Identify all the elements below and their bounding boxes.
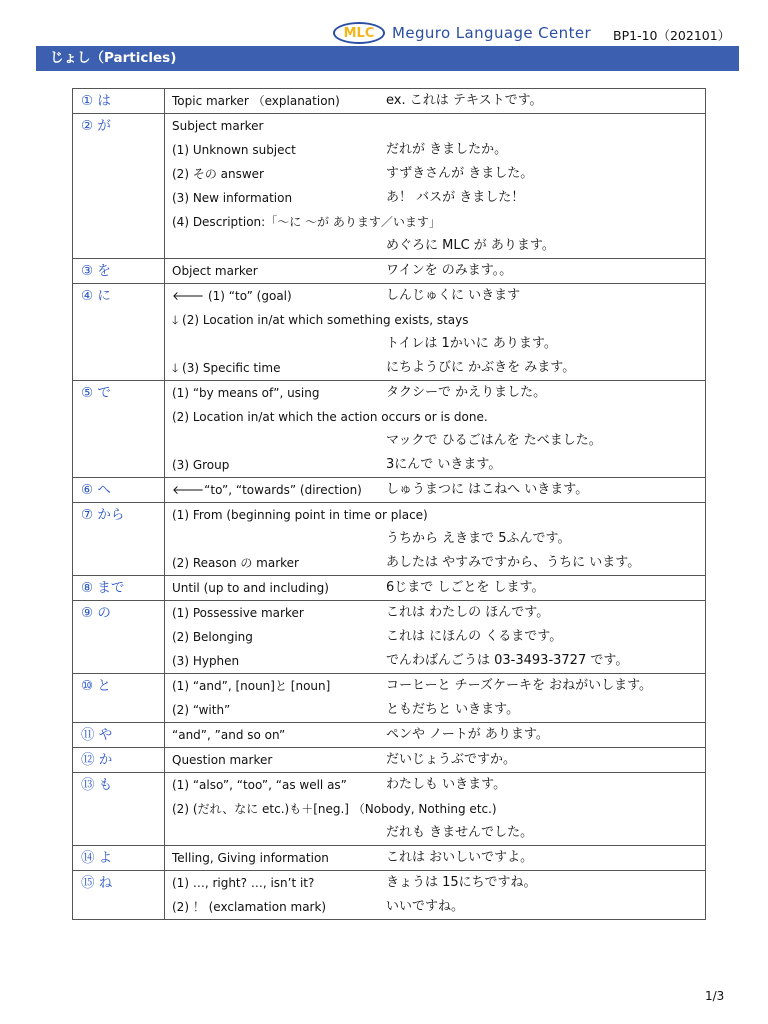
- explanation-line: [172, 429, 705, 453]
- usage-description: 🡐“to”, “towards” (direction): [172, 483, 362, 497]
- particle-explanation: [165, 773, 706, 846]
- example-sentence: トイレは 1かいに あります。: [386, 336, 557, 351]
- particle-label: ⑧ まで: [73, 576, 165, 601]
- particle-row: [73, 503, 706, 576]
- example-sentence: すずきさんが きました。: [386, 166, 534, 181]
- particle-explanation: [165, 478, 706, 503]
- particle-row: [73, 284, 706, 381]
- particle-label: ③ を: [73, 259, 165, 284]
- usage-description: Object marker: [172, 264, 258, 278]
- particle-explanation: [165, 846, 706, 871]
- particle-explanation: [165, 674, 706, 723]
- particle-row: [73, 871, 706, 920]
- particle-row: [73, 723, 706, 748]
- particle-label: ⑩ と: [73, 674, 165, 723]
- usage-description: (1) Possessive marker: [172, 606, 304, 620]
- explanation-line: [172, 625, 705, 649]
- example-sentence: きょうは 15にちですね。: [386, 875, 537, 890]
- particle-label: ⑤ で: [73, 381, 165, 478]
- example-sentence: ともだちと いきます。: [386, 702, 520, 717]
- explanation-line: [172, 871, 705, 895]
- usage-description: (3) Group: [172, 458, 230, 472]
- particle-label: ④ に: [73, 284, 165, 381]
- example-sentence: わたしも いきます。: [386, 777, 507, 792]
- example-sentence: だれも きませんでした。: [386, 825, 534, 840]
- explanation-line: [172, 797, 705, 821]
- page-number: 1/3: [705, 989, 725, 1003]
- usage-description: Telling, Giving information: [172, 851, 329, 865]
- example-sentence: ex. これは テキストです。: [386, 93, 543, 108]
- usage-description: (3) New information: [172, 191, 293, 205]
- organization-name: Meguro Language Center: [392, 24, 592, 42]
- particle-row: [73, 114, 706, 259]
- example-sentence: めぐろに MLC が あります。: [386, 238, 555, 253]
- particle-explanation: [165, 576, 706, 601]
- explanation-line: [172, 748, 705, 772]
- usage-description: (1) “by means of”, using: [172, 386, 320, 400]
- example-sentence: いいですね。: [386, 899, 465, 914]
- particle-explanation: [165, 381, 706, 478]
- particle-row: [73, 381, 706, 478]
- particle-row: [73, 846, 706, 871]
- particle-explanation: [165, 89, 706, 114]
- particle-explanation: [165, 503, 706, 576]
- particle-explanation: [165, 259, 706, 284]
- particles-table-body: [73, 89, 706, 920]
- example-sentence: これは わたしの ほんです。: [386, 605, 550, 620]
- example-sentence: ワインを のみます。。: [386, 263, 513, 278]
- explanation-line: [172, 259, 705, 283]
- particle-row: [73, 674, 706, 723]
- explanation-line: [172, 551, 705, 575]
- explanation-line: [172, 846, 705, 870]
- example-sentence: コーヒーと チーズケーキを おねがいします。: [386, 678, 653, 693]
- usage-description: (1) “and”, [noun]と [noun]: [172, 679, 331, 693]
- example-sentence: しゅうまつに はこねへ いきます。: [386, 482, 589, 497]
- example-sentence: これは にほんの くるまです。: [386, 629, 563, 644]
- particles-table: [72, 88, 706, 920]
- example-sentence: だれが きましたか。: [386, 142, 508, 157]
- particle-label: ⑫ か: [73, 748, 165, 773]
- particle-label: ① は: [73, 89, 165, 114]
- particle-explanation: [165, 601, 706, 674]
- example-sentence: にちようびに かぶきを みます。: [386, 360, 576, 375]
- usage-description: (1) From (beginning point in time or place): [172, 508, 428, 522]
- explanation-line: [172, 332, 705, 356]
- explanation-line: [172, 284, 705, 308]
- example-sentence: あ！ バスが きました！: [386, 190, 525, 205]
- usage-description: (1) “also”, “too”, “as well as”: [172, 778, 347, 792]
- usage-description: (1) Unknown subject: [172, 143, 296, 157]
- explanation-line: [172, 576, 705, 600]
- particle-explanation: [165, 284, 706, 381]
- example-sentence: ペンや ノートが あります。: [386, 727, 549, 742]
- usage-description: 🡐 (1) “to” (goal): [172, 289, 292, 303]
- explanation-line: [172, 503, 705, 527]
- particle-explanation: [165, 871, 706, 920]
- explanation-line: [172, 674, 705, 698]
- usage-description: (2) ！ (exclamation mark): [172, 900, 327, 914]
- particle-explanation: [165, 748, 706, 773]
- explanation-line: [172, 698, 705, 722]
- usage-description: 🡓 (2) Location in/at which something exists, stays: [172, 313, 469, 327]
- particle-label: ② が: [73, 114, 165, 259]
- particle-label: ⑦ から: [73, 503, 165, 576]
- usage-description: (2) Location in/at which the action occurs or is done.: [172, 410, 488, 424]
- particle-label: ⑥ へ: [73, 478, 165, 503]
- explanation-line: [172, 114, 705, 138]
- document-code: BP1-10（202101）: [613, 28, 731, 43]
- usage-description: (2) Reason の marker: [172, 556, 299, 570]
- usage-description: 🡓 (3) Specific time: [172, 361, 281, 375]
- explanation-line: [172, 649, 705, 673]
- particle-row: [73, 773, 706, 846]
- particle-row: [73, 478, 706, 503]
- example-sentence: マックで ひるごはんを たべました。: [386, 433, 602, 448]
- usage-description: Topic marker （explanation): [172, 94, 340, 108]
- explanation-line: [172, 308, 705, 332]
- particle-explanation: [165, 723, 706, 748]
- explanation-line: [172, 478, 705, 502]
- explanation-line: [172, 356, 705, 380]
- usage-description: (2) (だれ、なに etc.)も＋[neg.] （Nobody, Nothing etc.): [172, 802, 497, 816]
- explanation-line: [172, 773, 705, 797]
- particle-label: ⑨ の: [73, 601, 165, 674]
- usage-description: (1) …, right? …, isn’t it?: [172, 876, 315, 890]
- explanation-line: [172, 895, 705, 919]
- usage-description: (2) その answer: [172, 167, 264, 181]
- explanation-line: [172, 89, 705, 113]
- particle-label: ⑬ も: [73, 773, 165, 846]
- usage-description: (4) Description:「～に ～が あります／います」: [172, 215, 441, 229]
- usage-description: Subject marker: [172, 119, 264, 133]
- example-sentence: タクシーで かえりました。: [386, 385, 547, 400]
- particle-explanation: [165, 114, 706, 259]
- particle-label: ⑮ ね: [73, 871, 165, 920]
- explanation-line: [172, 821, 705, 845]
- usage-description: (3) Hyphen: [172, 654, 240, 668]
- example-sentence: うちから えきまで 5ふんです。: [386, 531, 571, 546]
- example-sentence: これは おいしいですよ。: [386, 850, 534, 865]
- mlc-logo: MLC: [333, 22, 385, 44]
- explanation-line: [172, 723, 705, 747]
- particle-row: [73, 259, 706, 284]
- particle-label: ⑭ よ: [73, 846, 165, 871]
- page-title: じょし（Particles): [36, 46, 739, 71]
- example-sentence: しんじゅくに いきます: [386, 288, 521, 303]
- explanation-line: [172, 527, 705, 551]
- particle-row: [73, 576, 706, 601]
- example-sentence: だいじょうぶですか。: [386, 752, 517, 767]
- particle-row: [73, 748, 706, 773]
- explanation-line: [172, 405, 705, 429]
- explanation-line: [172, 210, 705, 234]
- explanation-line: [172, 234, 705, 258]
- particle-row: [73, 89, 706, 114]
- explanation-line: [172, 601, 705, 625]
- explanation-line: [172, 162, 705, 186]
- usage-description: (2) “with”: [172, 703, 231, 717]
- explanation-line: [172, 381, 705, 405]
- example-sentence: でんわばんごうは 03-3493-3727 です。: [386, 653, 629, 668]
- particle-row: [73, 601, 706, 674]
- explanation-line: [172, 453, 705, 477]
- usage-description: Until (up to and including): [172, 581, 329, 595]
- explanation-line: [172, 186, 705, 210]
- particle-label: ⑪ や: [73, 723, 165, 748]
- usage-description: “and”, ”and so on”: [172, 728, 286, 742]
- example-sentence: あしたは やすみですから、うちに います。: [386, 555, 641, 570]
- usage-description: Question marker: [172, 753, 273, 767]
- example-sentence: 6じまで しごとを します。: [386, 580, 545, 595]
- usage-description: (2) Belonging: [172, 630, 253, 644]
- document-header: [0, 20, 768, 48]
- example-sentence: 3にんで いきます。: [386, 457, 502, 472]
- explanation-line: [172, 138, 705, 162]
